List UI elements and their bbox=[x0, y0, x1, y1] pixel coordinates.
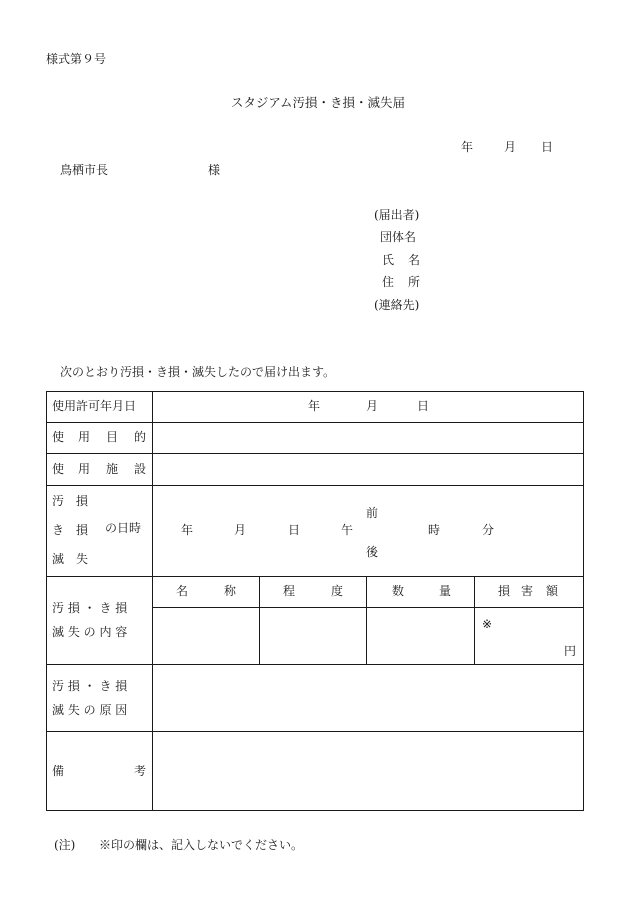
purpose-label-char-2: 用 bbox=[78, 430, 91, 444]
damage-time-label-line-1: 汚 損 bbox=[52, 494, 89, 508]
header-amount-char-2: 害 bbox=[521, 584, 534, 598]
header-degree-char-1: 程 bbox=[283, 584, 296, 598]
permit-day-label: 日 bbox=[417, 399, 430, 413]
facility-label-char-3: 施 bbox=[106, 462, 119, 476]
header-quantity-char-2: 量 bbox=[439, 584, 452, 598]
remarks-label-char-2: 考 bbox=[134, 764, 147, 778]
damage-content-label-line-1: 汚 損 ・ き 損 bbox=[52, 601, 128, 615]
cause-label-line-2: 滅 失 の 原 因 bbox=[52, 703, 128, 717]
intro-sentence: 次のとおり汚損・き損・滅失したので届け出ます。 bbox=[60, 365, 336, 379]
purpose-label-char-1: 使 bbox=[52, 430, 65, 444]
reporter-address-char-2: 所 bbox=[408, 275, 421, 289]
purpose-label-char-4: 的 bbox=[134, 430, 147, 444]
damage-day-label: 日 bbox=[288, 523, 301, 537]
office-use-mark: ※ bbox=[482, 617, 493, 631]
date-year-label: 年 bbox=[461, 140, 474, 154]
header-amount-char-1: 損 bbox=[498, 584, 511, 598]
reporter-heading: (届出者) bbox=[374, 208, 420, 222]
header-quantity-char-1: 数 bbox=[392, 584, 405, 598]
permit-year-label: 年 bbox=[308, 399, 321, 413]
date-month-label: 月 bbox=[504, 140, 517, 154]
header-name-char-1: 名 bbox=[176, 584, 189, 598]
form-number: 様式第９号 bbox=[46, 52, 107, 66]
header-degree-char-2: 度 bbox=[331, 584, 344, 598]
ampm-noon-label: 午 bbox=[341, 523, 354, 537]
remarks-label-char-1: 備 bbox=[52, 764, 65, 778]
damage-content-label-line-2: 滅 失 の 内 容 bbox=[52, 625, 128, 639]
date-day-label: 日 bbox=[541, 140, 554, 154]
yen-unit: 円 bbox=[564, 644, 577, 658]
addressee-honorific: 様 bbox=[208, 163, 221, 177]
damage-time-label-suffix: の日時 bbox=[105, 521, 142, 535]
ampm-after-label: 後 bbox=[366, 545, 379, 559]
facility-label-char-4: 設 bbox=[134, 462, 147, 476]
permit-month-label: 月 bbox=[366, 399, 379, 413]
damage-minute-label: 分 bbox=[482, 523, 495, 537]
reporter-contact: (連絡先) bbox=[374, 298, 420, 312]
damage-month-label: 月 bbox=[234, 523, 247, 537]
note-prefix: (注) bbox=[54, 838, 76, 852]
report-form-table bbox=[46, 391, 584, 811]
damage-year-label: 年 bbox=[181, 523, 194, 537]
permit-date-label: 使用許可年月日 bbox=[52, 399, 137, 413]
facility-label-char-2: 用 bbox=[78, 462, 91, 476]
reporter-name-char-2: 名 bbox=[408, 253, 421, 267]
reporter-group-label: 団体名 bbox=[380, 230, 417, 244]
damage-time-label-line-2: き 損 bbox=[52, 523, 89, 537]
cause-label-line-1: 汚 損 ・ き 損 bbox=[52, 679, 128, 693]
addressee-name: 鳥栖市長 bbox=[60, 163, 109, 177]
facility-label-char-1: 使 bbox=[52, 462, 65, 476]
form-title: スタジアム汚損・き損・滅失届 bbox=[230, 95, 406, 110]
damage-hour-label: 時 bbox=[428, 523, 441, 537]
purpose-label-char-3: 目 bbox=[106, 430, 119, 444]
header-name-char-2: 称 bbox=[224, 584, 237, 598]
ampm-before-label: 前 bbox=[366, 506, 379, 520]
reporter-address-char-1: 住 bbox=[382, 275, 395, 289]
note-text: ※印の欄は、記入しないでください。 bbox=[99, 838, 304, 852]
header-amount-char-3: 額 bbox=[546, 584, 559, 598]
reporter-name-char-1: 氏 bbox=[382, 253, 395, 267]
damage-time-label-line-3: 滅 失 bbox=[52, 552, 89, 566]
